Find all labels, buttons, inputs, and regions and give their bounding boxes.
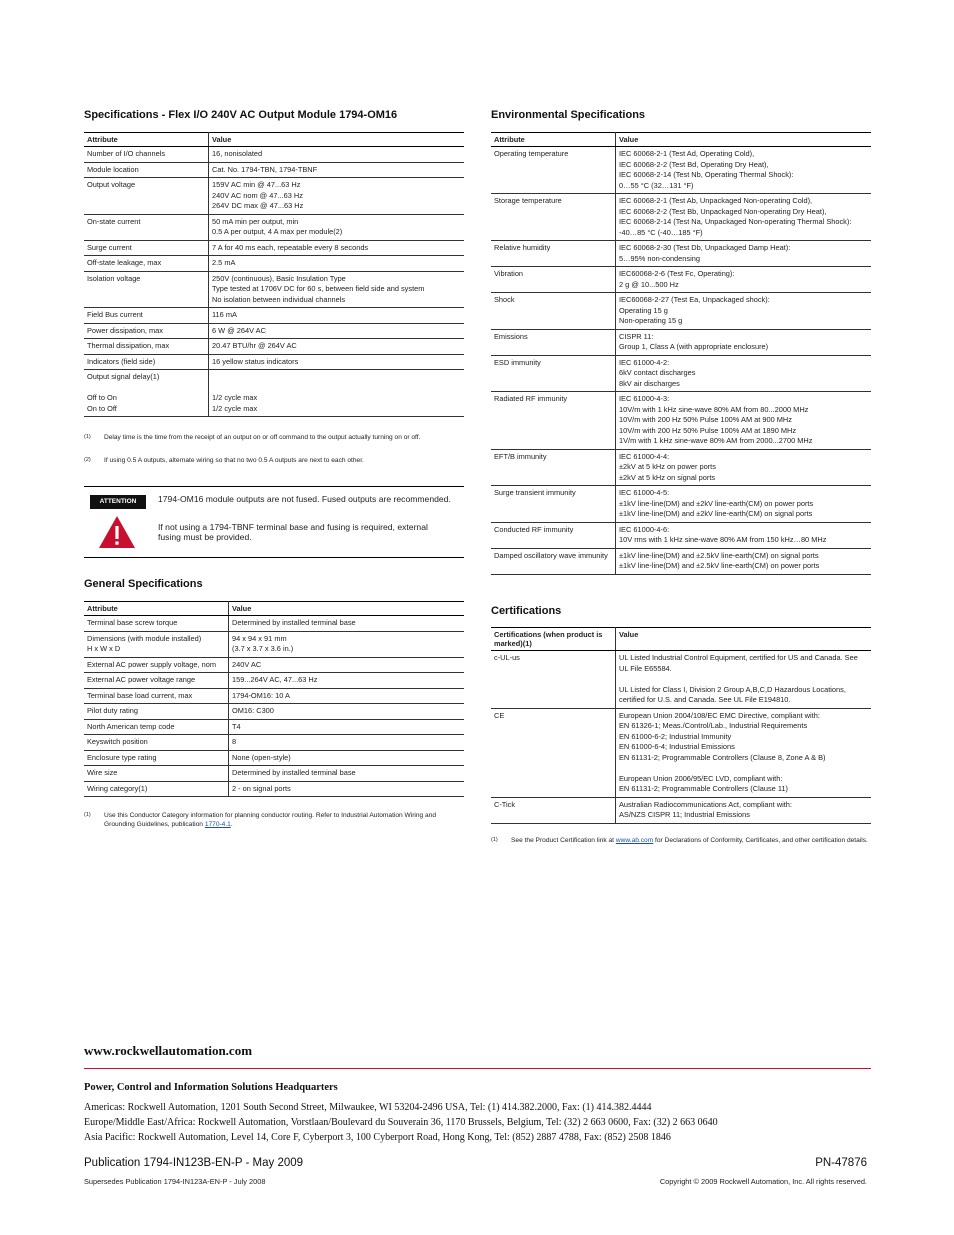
flex-row: [84, 214, 464, 240]
flex-row: [84, 354, 464, 370]
general-attr-cell: Enclosure type rating: [84, 750, 229, 766]
env-value-cell: IEC 61000-4-6: 10V rms with 1 kHz sine-wave 80% AM from 150 kHz…80 MHz: [616, 522, 872, 548]
env-row: [491, 147, 871, 194]
address-europe: Europe/Middle East/Africa: Rockwell Automation, Vorstlaan/Boulevard du Souverain 36, 1170 Brussels, Belgium, Tel: (32) 2 663 0600, Fax: (32) 2 663 0640: [84, 1117, 718, 1128]
env-attr-cell: Storage temperature: [491, 194, 616, 241]
footnote-number: (2): [84, 457, 91, 463]
hq-title: Power, Control and Information Solutions Headquarters: [84, 1082, 338, 1093]
general-attr-cell: Wiring category(1): [84, 781, 229, 797]
flex-footnote-1: [84, 433, 464, 445]
env-attr-cell: EFT/B immunity: [491, 449, 616, 486]
footer-rule: [84, 1068, 871, 1069]
flex-value-cell: Cat. No. 1794-TBN, 1794-TBNF: [209, 162, 465, 178]
general-value-cell: OM16: C300: [229, 704, 465, 720]
footnote-number: (1): [84, 434, 91, 440]
cert-table: [491, 627, 871, 824]
publication-link[interactable]: 1770-4.1: [204, 821, 231, 828]
general-attr-cell: Terminal base screw torque: [84, 616, 229, 632]
general-row: [84, 673, 464, 689]
env-row: [491, 329, 871, 355]
flex-value-cell: 116 mA: [209, 308, 465, 324]
flex-value-cell: 250V (continuous), Basic Insulation Type Type tested at 1706V DC for 60 s, between field side and system No isolation between individual channels: [209, 271, 465, 308]
address-americas: Americas: Rockwell Automation, 1201 South Second Street, Milwaukee, WI 53204-2496 USA, Tel: (1) 414.382.2000, Fax: (1) 414.382.4444: [84, 1102, 652, 1113]
flex-attr-cell: Thermal dissipation, max: [84, 339, 209, 355]
cert-attr-cell: c-UL-us: [491, 651, 616, 709]
cert-attr-cell: CE: [491, 708, 616, 797]
general-attr-cell: External AC power voltage range: [84, 673, 229, 689]
flex-attr-cell: Power dissipation, max: [84, 323, 209, 339]
env-head-value: Value: [616, 133, 872, 147]
flex-value-cell: 2.5 mA: [209, 256, 465, 272]
footnote-body: Use this Conductor Category information for planning conductor routing. Refer to Industrial Automation Wiring and Grounding Guidelines, publication: [104, 812, 437, 828]
env-value-cell: IEC60068-2-6 (Test Fc, Operating): 2 g @ 10...500 Hz: [616, 267, 872, 293]
general-spec-title: General Specifications: [84, 578, 203, 590]
flex-row: [84, 370, 464, 417]
env-head-attr: Attribute: [491, 133, 616, 147]
general-row: [84, 735, 464, 751]
flex-attr-cell: Off-state leakage, max: [84, 256, 209, 272]
env-row: [491, 293, 871, 330]
general-attr-cell: North American temp code: [84, 719, 229, 735]
env-row: [491, 449, 871, 486]
flex-value-cell: 20.47 BTU/hr @ 264V AC: [209, 339, 465, 355]
flex-attr-cell: Isolation voltage: [84, 271, 209, 308]
general-value-cell: 8: [229, 735, 465, 751]
flex-attr-cell: Module location: [84, 162, 209, 178]
flex-row: [84, 323, 464, 339]
cert-footnote: [491, 836, 871, 858]
cert-row: [491, 651, 871, 709]
flex-row: [84, 147, 464, 163]
cert-head-attr: Certifications (when product is marked)(1): [491, 628, 616, 651]
env-value-cell: IEC 60068-2-30 (Test Db, Unpackaged Damp Heat): 5…95% non-condensing: [616, 241, 872, 267]
warning-triangle-icon: [98, 515, 136, 549]
copyright: Copyright © 2009 Rockwell Automation, Inc. All rights reserved.: [659, 1177, 867, 1186]
flex-value-cell: 50 mA min per output, min 0.5 A per output, 4 A max per module(2): [209, 214, 465, 240]
flex-footnote-2: [84, 456, 464, 468]
general-row: [84, 719, 464, 735]
env-value-cell: IEC60068-2-27 (Test Ea, Unpackaged shock): Operating 15 g Non-operating 15 g: [616, 293, 872, 330]
flex-value-cell: 6 W @ 264V AC: [209, 323, 465, 339]
general-head-attr: Attribute: [84, 602, 229, 616]
env-spec-table: [491, 132, 871, 575]
env-row: [491, 392, 871, 450]
general-attr-cell: Terminal base load current, max: [84, 688, 229, 704]
env-spec-table-wrap: [491, 132, 871, 575]
env-row: [491, 522, 871, 548]
cert-attr-cell: C-Tick: [491, 797, 616, 823]
footnote-number: (1): [84, 812, 91, 818]
flex-row: [84, 308, 464, 324]
general-row: [84, 631, 464, 657]
general-spec-table: [84, 601, 464, 797]
address-asia: Asia Pacific: Rockwell Automation, Level 14, Core F, Cyberport 3, 100 Cyberport Road, Hong Kong, Tel: (852) 2887 4788, Fax: (852) 2508 1846: [84, 1132, 671, 1143]
flex-attr-cell: Output voltage: [84, 178, 209, 215]
ab-com-link[interactable]: www.ab.com: [615, 837, 654, 844]
flex-spec-table-wrap: [84, 132, 464, 417]
footnote-text: Delay time is the time from the receipt of an output on or off command to the output actually turning on or off.: [104, 434, 421, 441]
general-value-cell: 2 - on signal ports: [229, 781, 465, 797]
flex-attr-cell: Number of I/O channels: [84, 147, 209, 163]
flex-value-cell: 7 A for 40 ms each, repeatable every 8 seconds: [209, 240, 465, 256]
cert-value-cell: European Union 2004/108/EC EMC Directive, compliant with: EN 61326-1; Meas./Control/Lab., Industrial Requirements EN 61000-6-2; Industrial Immunity EN 61000-6-4; Industrial Emissions EN 61131-2; Programmable Controllers (Clause 8, Zone A & B) European Union 2006/95/EC LVD, compliant with: EN 61131-2; Programmable Controllers (Clause 11): [616, 708, 872, 797]
flex-row: [84, 256, 464, 272]
general-row: [84, 766, 464, 782]
general-value-cell: 240V AC: [229, 657, 465, 673]
env-attr-cell: Emissions: [491, 329, 616, 355]
flex-head-attr: Attribute: [84, 133, 209, 147]
footnote-post: for Declarations of Conformity, Certificates, and other certification details.: [653, 837, 868, 844]
flex-row: [84, 162, 464, 178]
flex-spec-title: Specifications - Flex I/O 240V AC Output Module 1794-OM16: [84, 109, 398, 121]
flex-value-cell: 16 yellow status indicators: [209, 354, 465, 370]
general-attr-cell: Wire size: [84, 766, 229, 782]
attention-label: ATTENTION: [90, 495, 146, 509]
general-head-value: Value: [229, 602, 465, 616]
env-value-cell: IEC 60068-2-1 (Test Ad, Operating Cold), IEC 60068-2-2 (Test Bd, Operating Dry Heat), IEC 60068-2-14 (Test Nb, Operating Thermal Shock): 0…55 °C (32…131 °F): [616, 147, 872, 194]
general-row: [84, 657, 464, 673]
flex-row: [84, 178, 464, 215]
flex-spec-table: [84, 132, 464, 417]
footnote-pre: See the Product Certification link at: [511, 837, 616, 844]
general-value-cell: Determined by installed terminal base: [229, 616, 465, 632]
flex-row: [84, 339, 464, 355]
publication-number: Publication 1794-IN123B-EN-P - May 2009: [84, 1157, 304, 1169]
general-row: [84, 750, 464, 766]
footnote-number: (1): [491, 837, 498, 843]
flex-attr-cell: Surge current: [84, 240, 209, 256]
general-row: [84, 688, 464, 704]
env-row: [491, 241, 871, 267]
general-value-cell: 1794-OM16: 10 A: [229, 688, 465, 704]
env-attr-cell: Conducted RF immunity: [491, 522, 616, 548]
general-row: [84, 781, 464, 797]
env-value-cell: IEC 61000-4-3: 10V/m with 1 kHz sine-wave 80% AM from 80...2000 MHz 10V/m with 200 Hz 50% Pulse 100% AM at 900 MHz 10V/m with 200 Hz 50% Pulse 100% AM at 1890 MHz 1V/m with 1 kHz sine-wave 80% AM from 2000...2700 MHz: [616, 392, 872, 450]
flex-row: [84, 240, 464, 256]
general-attr-cell: External AC power supply voltage, nom: [84, 657, 229, 673]
flex-value-cell: 16, nonisolated: [209, 147, 465, 163]
cert-value-cell: Australian Radiocommunications Act, compliant with: AS/NZS CISPR 11; Industrial Emissions: [616, 797, 872, 823]
env-value-cell: IEC 61000-4-5: ±1kV line-line(DM) and ±2kV line-earth(CM) on power ports ±1kV line-line(DM) and ±2kV line-earth(CM) on signal ports: [616, 486, 872, 523]
general-attr-cell: Dimensions (with module installed) H x W x D: [84, 631, 229, 657]
env-attr-cell: ESD immunity: [491, 355, 616, 392]
cert-title: Certifications: [491, 605, 562, 617]
env-attr-cell: Surge transient immunity: [491, 486, 616, 523]
env-attr-cell: Radiated RF immunity: [491, 392, 616, 450]
website-link[interactable]: www.rockwellautomation.com: [84, 1043, 253, 1058]
footnote-text: If using 0.5 A outputs, alternate wiring so that no two 0.5 A outputs are next to each other.: [104, 457, 364, 464]
attention-text-2: If not using a 1794-TBNF terminal base and fusing is required, external fusing must be provided.: [158, 522, 428, 542]
cert-value-cell: UL Listed Industrial Control Equipment, certified for US and Canada. See UL File E65584. UL Listed for Class I, Division 2 Group A,B,C,D Hazardous Locations, certified for U.S. and Canada. See UL File E194810.: [616, 651, 872, 709]
env-value-cell: ±1kV line-line(DM) and ±2.5kV line-earth(CM) on signal ports ±1kV line-line(DM) and ±2.5kV line-earth(CM) on power ports: [616, 548, 872, 574]
general-footnote: [84, 811, 464, 833]
flex-attr-cell: Output signal delay(1) Off to On On to Off: [84, 370, 209, 417]
attention-box: [84, 486, 464, 558]
env-row: [491, 486, 871, 523]
cert-head-value: Value: [616, 628, 872, 651]
general-value-cell: T4: [229, 719, 465, 735]
general-attr-cell: Keyswitch position: [84, 735, 229, 751]
env-value-cell: IEC 61000-4-4: ±2kV at 5 kHz on power ports ±2kV at 5 kHz on signal ports: [616, 449, 872, 486]
env-spec-title: Environmental Specifications: [491, 109, 646, 121]
env-attr-cell: Operating temperature: [491, 147, 616, 194]
flex-head-value: Value: [209, 133, 465, 147]
general-row: [84, 616, 464, 632]
env-row: [491, 548, 871, 574]
general-row: [84, 704, 464, 720]
env-value-cell: CISPR 11: Group 1, Class A (with appropriate enclosure): [616, 329, 872, 355]
env-value-cell: IEC 61000-4-2: 6kV contact discharges 8kV air discharges: [616, 355, 872, 392]
env-row: [491, 194, 871, 241]
env-row: [491, 355, 871, 392]
cert-row: [491, 708, 871, 797]
env-value-cell: IEC 60068-2-1 (Test Ab, Unpackaged Non-operating Cold), IEC 60068-2-2 (Test Bb, Unpackaged Non-operating Dry Heat), IEC 60068-2-14 (Test Na, Unpackaged Non-operating Thermal Shock): -40…85 °C (-40…185 °F): [616, 194, 872, 241]
general-value-cell: 94 x 94 x 91 mm (3.7 x 3.7 x 3.6 in.): [229, 631, 465, 657]
flex-attr-cell: Indicators (field side): [84, 354, 209, 370]
part-number: PN-47876: [815, 1157, 867, 1169]
flex-attr-cell: Field Bus current: [84, 308, 209, 324]
general-attr-cell: Pilot duty rating: [84, 704, 229, 720]
cert-row: [491, 797, 871, 823]
cert-table-wrap: [491, 627, 871, 824]
general-value-cell: 159...264V AC, 47...63 Hz: [229, 673, 465, 689]
attention-text-1: 1794-OM16 module outputs are not fused. Fused outputs are recommended.: [158, 494, 451, 504]
general-spec-table-wrap: [84, 601, 464, 797]
flex-attr-cell: On-state current: [84, 214, 209, 240]
footnote-text: [104, 811, 462, 829]
env-attr-cell: Shock: [491, 293, 616, 330]
env-attr-cell: Damped oscillatory wave immunity: [491, 548, 616, 574]
flex-row: [84, 271, 464, 308]
supersedes-note: Supersedes Publication 1794-IN123A-EN-P - July 2008: [84, 1177, 266, 1186]
general-value-cell: None (open-style): [229, 750, 465, 766]
flex-value-cell: 159V AC min @ 47...63 Hz 240V AC nom @ 47...63 Hz 264V DC max @ 47...63 Hz: [209, 178, 465, 215]
footnote-end: .: [230, 821, 233, 828]
env-attr-cell: Relative humidity: [491, 241, 616, 267]
env-attr-cell: Vibration: [491, 267, 616, 293]
general-value-cell: Determined by installed terminal base: [229, 766, 465, 782]
env-row: [491, 267, 871, 293]
footnote-text: [511, 836, 869, 845]
flex-value-cell: 1/2 cycle max 1/2 cycle max: [209, 370, 465, 417]
